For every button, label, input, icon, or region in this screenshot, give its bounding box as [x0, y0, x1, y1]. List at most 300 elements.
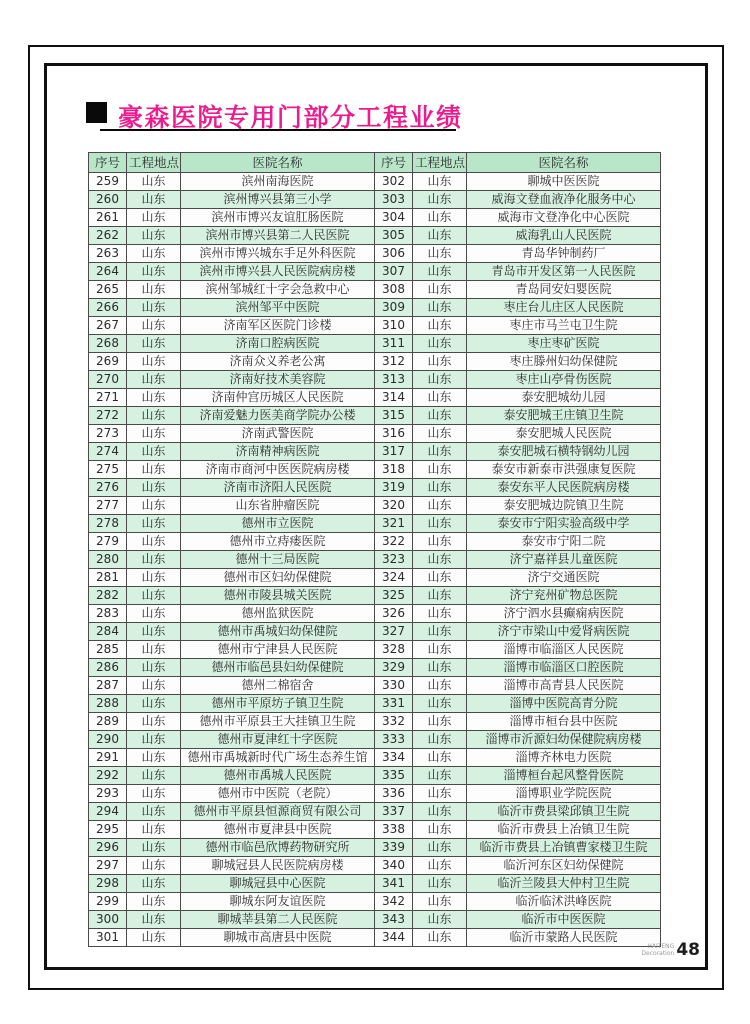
cell-serial-right: 304: [375, 209, 413, 227]
cell-location-left: 山东: [127, 911, 181, 929]
cell-location-left: 山东: [127, 605, 181, 623]
cell-location-right: 山东: [413, 875, 467, 893]
cell-serial-left: 278: [89, 515, 127, 533]
column-header-location-left: 工程地点: [127, 153, 181, 173]
cell-serial-right: 323: [375, 551, 413, 569]
cell-serial-left: 265: [89, 281, 127, 299]
cell-serial-right: 318: [375, 461, 413, 479]
table-row: [89, 479, 661, 497]
cell-hospital-left: 山东省肿瘤医院: [181, 497, 375, 515]
cell-hospital-left: 德州市临邑县妇幼保健院: [181, 659, 375, 677]
table-row: [89, 389, 661, 407]
cell-hospital-left: 滨州市博兴城东手足外科医院: [181, 245, 375, 263]
title-square-bullet-icon: [86, 102, 107, 123]
table-row: [89, 443, 661, 461]
cell-serial-right: 336: [375, 785, 413, 803]
table-row: [89, 191, 661, 209]
cell-location-left: 山东: [127, 191, 181, 209]
cell-location-right: 山东: [413, 173, 467, 191]
cell-location-right: 山东: [413, 425, 467, 443]
cell-serial-left: 269: [89, 353, 127, 371]
cell-serial-right: 322: [375, 533, 413, 551]
cell-hospital-left: 济南精神病医院: [181, 443, 375, 461]
cell-hospital-right: 泰安市新泰市洪强康复医院: [467, 461, 661, 479]
cell-serial-right: 344: [375, 929, 413, 947]
table-row: [89, 695, 661, 713]
cell-hospital-left: 德州市夏津红十字医院: [181, 731, 375, 749]
cell-location-left: 山东: [127, 659, 181, 677]
cell-hospital-left: 德州市禹城人民医院: [181, 767, 375, 785]
cell-serial-right: 307: [375, 263, 413, 281]
cell-location-left: 山东: [127, 335, 181, 353]
cell-location-left: 山东: [127, 677, 181, 695]
cell-hospital-left: 德州市禹城新时代广场生态养生馆: [181, 749, 375, 767]
cell-serial-right: 314: [375, 389, 413, 407]
cell-serial-right: 312: [375, 353, 413, 371]
table-row: [89, 425, 661, 443]
cell-location-right: 山东: [413, 245, 467, 263]
cell-location-right: 山东: [413, 389, 467, 407]
cell-hospital-right: 淄博桓台起风整骨医院: [467, 767, 661, 785]
cell-serial-left: 285: [89, 641, 127, 659]
cell-hospital-right: 泰安市宁阳二院: [467, 533, 661, 551]
cell-location-right: 山东: [413, 839, 467, 857]
cell-serial-right: 320: [375, 497, 413, 515]
cell-serial-left: 294: [89, 803, 127, 821]
cell-serial-left: 297: [89, 857, 127, 875]
table-row: [89, 263, 661, 281]
cell-location-right: 山东: [413, 479, 467, 497]
cell-location-left: 山东: [127, 569, 181, 587]
cell-serial-left: 293: [89, 785, 127, 803]
cell-hospital-right: 泰安肥城王庄镇卫生院: [467, 407, 661, 425]
page-title: 豪森医院专用门部分工程业绩: [118, 103, 463, 132]
cell-serial-left: 259: [89, 173, 127, 191]
cell-hospital-left: 济南众义养老公寓: [181, 353, 375, 371]
cell-serial-left: 277: [89, 497, 127, 515]
table-row: [89, 605, 661, 623]
cell-hospital-right: 青岛市开发区第一人民医院: [467, 263, 661, 281]
cell-hospital-right: 淄博市高青县人民医院: [467, 677, 661, 695]
table-row: [89, 785, 661, 803]
cell-location-right: 山东: [413, 407, 467, 425]
cell-location-left: 山东: [127, 371, 181, 389]
cell-serial-right: 335: [375, 767, 413, 785]
cell-location-left: 山东: [127, 497, 181, 515]
cell-hospital-left: 聊城冠县人民医院病房楼: [181, 857, 375, 875]
cell-location-left: 山东: [127, 173, 181, 191]
cell-hospital-left: 德州市宁津县人民医院: [181, 641, 375, 659]
footer-brand-text: [641, 943, 674, 957]
cell-location-right: 山东: [413, 731, 467, 749]
column-header-hospital-right: 医院名称: [467, 153, 661, 173]
cell-location-left: 山东: [127, 263, 181, 281]
cell-hospital-right: 淄博市临淄区人民医院: [467, 641, 661, 659]
cell-location-left: 山东: [127, 713, 181, 731]
cell-hospital-right: 济宁兖州矿物总医院: [467, 587, 661, 605]
cell-hospital-right: 枣庄市马兰屯卫生院: [467, 317, 661, 335]
cell-hospital-right: 枣庄滕州妇幼保健院: [467, 353, 661, 371]
table-row: [89, 803, 661, 821]
cell-hospital-left: 聊城莘县第二人民医院: [181, 911, 375, 929]
cell-serial-right: 341: [375, 875, 413, 893]
table-row: [89, 461, 661, 479]
cell-hospital-right: 临沂河东区妇幼保健院: [467, 857, 661, 875]
cell-hospital-right: 临沂兰陵县大仲村卫生院: [467, 875, 661, 893]
cell-location-right: 山东: [413, 353, 467, 371]
cell-hospital-left: 滨州博兴县第三小学: [181, 191, 375, 209]
table-row: [89, 173, 661, 191]
cell-hospital-left: 济南武警医院: [181, 425, 375, 443]
cell-location-left: 山东: [127, 587, 181, 605]
table-row: [89, 245, 661, 263]
cell-hospital-right: 泰安肥城边院镇卫生院: [467, 497, 661, 515]
table-row: [89, 299, 661, 317]
cell-location-left: 山东: [127, 929, 181, 947]
cell-serial-left: 288: [89, 695, 127, 713]
cell-location-left: 山东: [127, 209, 181, 227]
cell-serial-left: 272: [89, 407, 127, 425]
table-row: [89, 731, 661, 749]
cell-hospital-right: 淄博市沂源妇幼保健院病房楼: [467, 731, 661, 749]
cell-location-left: 山东: [127, 785, 181, 803]
cell-hospital-left: 德州市平原县恒源商贸有限公司: [181, 803, 375, 821]
cell-serial-left: 274: [89, 443, 127, 461]
cell-serial-left: 300: [89, 911, 127, 929]
cell-serial-left: 296: [89, 839, 127, 857]
cell-serial-left: 271: [89, 389, 127, 407]
cell-location-right: 山东: [413, 209, 467, 227]
cell-location-left: 山东: [127, 803, 181, 821]
table-row: [89, 911, 661, 929]
table-row: [89, 353, 661, 371]
cell-hospital-left: 聊城东阿友谊医院: [181, 893, 375, 911]
cell-hospital-left: 德州市平原县王大挂镇卫生院: [181, 713, 375, 731]
table-row: [89, 641, 661, 659]
cell-hospital-right: 济宁交通医院: [467, 569, 661, 587]
cell-hospital-left: 济南市济阳人民医院: [181, 479, 375, 497]
table-row: [89, 335, 661, 353]
cell-hospital-right: 临沂市蒙路人民医院: [467, 929, 661, 947]
column-header-location-right: 工程地点: [413, 153, 467, 173]
cell-hospital-right: 临沂市中医医院: [467, 911, 661, 929]
table-row: [89, 407, 661, 425]
footer-mark: [628, 938, 700, 962]
cell-serial-right: 331: [375, 695, 413, 713]
table-row: [89, 857, 661, 875]
cell-hospital-right: 泰安市宁阳实验高级中学: [467, 515, 661, 533]
cell-location-left: 山东: [127, 641, 181, 659]
cell-location-right: 山东: [413, 299, 467, 317]
table-row: [89, 839, 661, 857]
cell-location-right: 山东: [413, 317, 467, 335]
cell-location-left: 山东: [127, 245, 181, 263]
cell-hospital-right: 聊城中医医院: [467, 173, 661, 191]
cell-location-right: 山东: [413, 659, 467, 677]
cell-location-left: 山东: [127, 731, 181, 749]
cell-location-right: 山东: [413, 461, 467, 479]
cell-serial-right: 327: [375, 623, 413, 641]
cell-hospital-right: 临沂临沭洪峰医院: [467, 893, 661, 911]
cell-location-left: 山东: [127, 461, 181, 479]
cell-hospital-right: 威海市文登净化中心医院: [467, 209, 661, 227]
cell-serial-left: 279: [89, 533, 127, 551]
cell-serial-left: 266: [89, 299, 127, 317]
cell-location-left: 山东: [127, 623, 181, 641]
cell-serial-right: 334: [375, 749, 413, 767]
table-row: [89, 623, 661, 641]
cell-hospital-right: 枣庄台儿庄区人民医院: [467, 299, 661, 317]
cell-location-left: 山东: [127, 353, 181, 371]
cell-hospital-left: 滨州市博兴县人民医院病房楼: [181, 263, 375, 281]
table-row: [89, 281, 661, 299]
cell-location-left: 山东: [127, 281, 181, 299]
cell-serial-right: 338: [375, 821, 413, 839]
cell-serial-left: 276: [89, 479, 127, 497]
cell-location-right: 山东: [413, 515, 467, 533]
cell-hospital-left: 德州市立医院: [181, 515, 375, 533]
cell-serial-right: 343: [375, 911, 413, 929]
cell-serial-right: 308: [375, 281, 413, 299]
table-row: [89, 767, 661, 785]
cell-location-left: 山东: [127, 299, 181, 317]
cell-location-right: 山东: [413, 857, 467, 875]
cell-location-right: 山东: [413, 587, 467, 605]
table-row: [89, 371, 661, 389]
cell-serial-left: 284: [89, 623, 127, 641]
cell-hospital-right: 泰安肥城石横特钢幼儿园: [467, 443, 661, 461]
cell-hospital-left: 德州市立痔瘘医院: [181, 533, 375, 551]
cell-serial-right: 337: [375, 803, 413, 821]
cell-serial-left: 260: [89, 191, 127, 209]
cell-serial-right: 303: [375, 191, 413, 209]
cell-location-left: 山东: [127, 515, 181, 533]
cell-location-left: 山东: [127, 893, 181, 911]
cell-serial-right: 339: [375, 839, 413, 857]
cell-serial-left: 261: [89, 209, 127, 227]
cell-hospital-left: 聊城冠县中心医院: [181, 875, 375, 893]
cell-location-left: 山东: [127, 317, 181, 335]
cell-hospital-right: 枣庄山亭骨伤医院: [467, 371, 661, 389]
page-number: 48: [676, 940, 700, 960]
footer-brand-line1: HAITENG: [647, 943, 675, 950]
table-row: [89, 587, 661, 605]
cell-serial-left: 268: [89, 335, 127, 353]
cell-serial-right: 310: [375, 317, 413, 335]
table-row: [89, 227, 661, 245]
cell-hospital-right: 淄博齐林电力医院: [467, 749, 661, 767]
cell-hospital-left: 滨州市博兴县第二人民医院: [181, 227, 375, 245]
table-row: [89, 209, 661, 227]
cell-location-left: 山东: [127, 389, 181, 407]
cell-location-right: 山东: [413, 497, 467, 515]
table-row: [89, 515, 661, 533]
table-row: [89, 551, 661, 569]
cell-serial-left: 291: [89, 749, 127, 767]
cell-serial-right: 306: [375, 245, 413, 263]
column-header-hospital-left: 医院名称: [181, 153, 375, 173]
table-row: [89, 497, 661, 515]
cell-serial-left: 264: [89, 263, 127, 281]
cell-serial-left: 292: [89, 767, 127, 785]
cell-location-right: 山东: [413, 227, 467, 245]
cell-serial-right: 342: [375, 893, 413, 911]
cell-location-left: 山东: [127, 443, 181, 461]
cell-hospital-right: 淄博市桓台县中医院: [467, 713, 661, 731]
cell-location-left: 山东: [127, 425, 181, 443]
cell-serial-left: 301: [89, 929, 127, 947]
cell-serial-left: 282: [89, 587, 127, 605]
cell-location-right: 山东: [413, 371, 467, 389]
cell-serial-right: 329: [375, 659, 413, 677]
cell-hospital-left: 聊城市高唐县中医院: [181, 929, 375, 947]
cell-serial-left: 267: [89, 317, 127, 335]
cell-location-right: 山东: [413, 551, 467, 569]
cell-serial-right: 330: [375, 677, 413, 695]
table-row: [89, 569, 661, 587]
cell-location-left: 山东: [127, 875, 181, 893]
cell-serial-left: 295: [89, 821, 127, 839]
cell-hospital-right: 青岛同安妇婴医院: [467, 281, 661, 299]
cell-serial-left: 298: [89, 875, 127, 893]
cell-location-left: 山东: [127, 551, 181, 569]
cell-hospital-left: 德州监狱医院: [181, 605, 375, 623]
column-header-serial-left: 序号: [89, 153, 127, 173]
cell-serial-left: 270: [89, 371, 127, 389]
cell-serial-right: 324: [375, 569, 413, 587]
table-row: [89, 677, 661, 695]
cell-location-left: 山东: [127, 821, 181, 839]
cell-hospital-left: 滨州邹平中医院: [181, 299, 375, 317]
table-header-row: [89, 153, 661, 173]
cell-serial-right: 316: [375, 425, 413, 443]
cell-hospital-left: 济南仲宫历城区人民医院: [181, 389, 375, 407]
cell-serial-right: 328: [375, 641, 413, 659]
cell-location-right: 山东: [413, 767, 467, 785]
cell-hospital-right: 淄博职业学院医院: [467, 785, 661, 803]
cell-location-left: 山东: [127, 479, 181, 497]
cell-location-right: 山东: [413, 605, 467, 623]
cell-hospital-right: 青岛华钟制药厂: [467, 245, 661, 263]
cell-hospital-right: 临沂市费县上冶镇曹家楼卫生院: [467, 839, 661, 857]
cell-location-right: 山东: [413, 713, 467, 731]
cell-serial-left: 273: [89, 425, 127, 443]
cell-hospital-left: 德州市区妇幼保健院: [181, 569, 375, 587]
cell-serial-right: 305: [375, 227, 413, 245]
cell-location-left: 山东: [127, 533, 181, 551]
cell-hospital-left: 德州市禹城妇幼保健院: [181, 623, 375, 641]
cell-location-right: 山东: [413, 191, 467, 209]
cell-location-right: 山东: [413, 623, 467, 641]
cell-hospital-left: 德州二棉宿舍: [181, 677, 375, 695]
cell-hospital-left: 济南市商河中医医院病房楼: [181, 461, 375, 479]
cell-serial-left: 299: [89, 893, 127, 911]
cell-serial-right: 302: [375, 173, 413, 191]
cell-serial-left: 283: [89, 605, 127, 623]
cell-hospital-right: 泰安肥城人民医院: [467, 425, 661, 443]
cell-hospital-right: 济宁市梁山中爱肾病医院: [467, 623, 661, 641]
cell-hospital-right: 泰安东平人民医院病房楼: [467, 479, 661, 497]
footer-brand-line2: Decoration: [641, 950, 675, 957]
cell-location-right: 山东: [413, 821, 467, 839]
cell-serial-right: 313: [375, 371, 413, 389]
table-row: [89, 929, 661, 947]
cell-location-right: 山东: [413, 263, 467, 281]
cell-location-right: 山东: [413, 749, 467, 767]
cell-location-right: 山东: [413, 929, 467, 947]
cell-hospital-left: 滨州南海医院: [181, 173, 375, 191]
cell-hospital-left: 济南军区医院门诊楼: [181, 317, 375, 335]
cell-hospital-left: 德州市夏津县中医院: [181, 821, 375, 839]
cell-serial-left: 263: [89, 245, 127, 263]
cell-location-left: 山东: [127, 839, 181, 857]
cell-serial-left: 281: [89, 569, 127, 587]
cell-location-right: 山东: [413, 785, 467, 803]
cell-location-right: 山东: [413, 893, 467, 911]
cell-hospital-left: 济南爱魅力医美商学院办公楼: [181, 407, 375, 425]
projects-table: [88, 152, 661, 947]
cell-location-right: 山东: [413, 641, 467, 659]
cell-serial-right: 315: [375, 407, 413, 425]
cell-hospital-left: 滨州市博兴友谊肛肠医院: [181, 209, 375, 227]
cell-serial-left: 289: [89, 713, 127, 731]
cell-location-right: 山东: [413, 695, 467, 713]
cell-serial-right: 317: [375, 443, 413, 461]
table-row: [89, 893, 661, 911]
cell-hospital-right: 临沂市费县梁邱镇卫生院: [467, 803, 661, 821]
cell-hospital-right: 泰安肥城幼儿园: [467, 389, 661, 407]
cell-location-right: 山东: [413, 335, 467, 353]
cell-serial-right: 333: [375, 731, 413, 749]
cell-location-right: 山东: [413, 569, 467, 587]
table-row: [89, 317, 661, 335]
cell-location-left: 山东: [127, 767, 181, 785]
cell-hospital-left: 德州市临邑欣博药物研究所: [181, 839, 375, 857]
cell-hospital-left: 济南好技术美容院: [181, 371, 375, 389]
column-header-serial-right: 序号: [375, 153, 413, 173]
cell-serial-right: 325: [375, 587, 413, 605]
cell-serial-right: 326: [375, 605, 413, 623]
table-row: [89, 713, 661, 731]
cell-hospital-left: 德州十三局医院: [181, 551, 375, 569]
cell-hospital-right: 临沂市费县上冶镇卫生院: [467, 821, 661, 839]
cell-hospital-right: 济宁泗水县癫痫病医院: [467, 605, 661, 623]
cell-serial-left: 275: [89, 461, 127, 479]
cell-hospital-right: 淄博中医院高青分院: [467, 695, 661, 713]
cell-hospital-left: 济南口腔病医院: [181, 335, 375, 353]
cell-serial-right: 340: [375, 857, 413, 875]
cell-location-right: 山东: [413, 533, 467, 551]
cell-serial-right: 309: [375, 299, 413, 317]
cell-serial-right: 311: [375, 335, 413, 353]
cell-serial-left: 262: [89, 227, 127, 245]
cell-serial-right: 332: [375, 713, 413, 731]
cell-hospital-right: 威海文登血液净化服务中心: [467, 191, 661, 209]
cell-serial-right: 319: [375, 479, 413, 497]
table-row: [89, 659, 661, 677]
cell-hospital-right: 淄博市临淄区口腔医院: [467, 659, 661, 677]
cell-location-left: 山东: [127, 407, 181, 425]
cell-location-right: 山东: [413, 677, 467, 695]
cell-serial-left: 286: [89, 659, 127, 677]
table-row: [89, 749, 661, 767]
cell-location-right: 山东: [413, 911, 467, 929]
cell-location-left: 山东: [127, 227, 181, 245]
cell-hospital-left: 滨州邹城红十字会急救中心: [181, 281, 375, 299]
cell-location-right: 山东: [413, 803, 467, 821]
table-row: [89, 875, 661, 893]
cell-serial-left: 280: [89, 551, 127, 569]
